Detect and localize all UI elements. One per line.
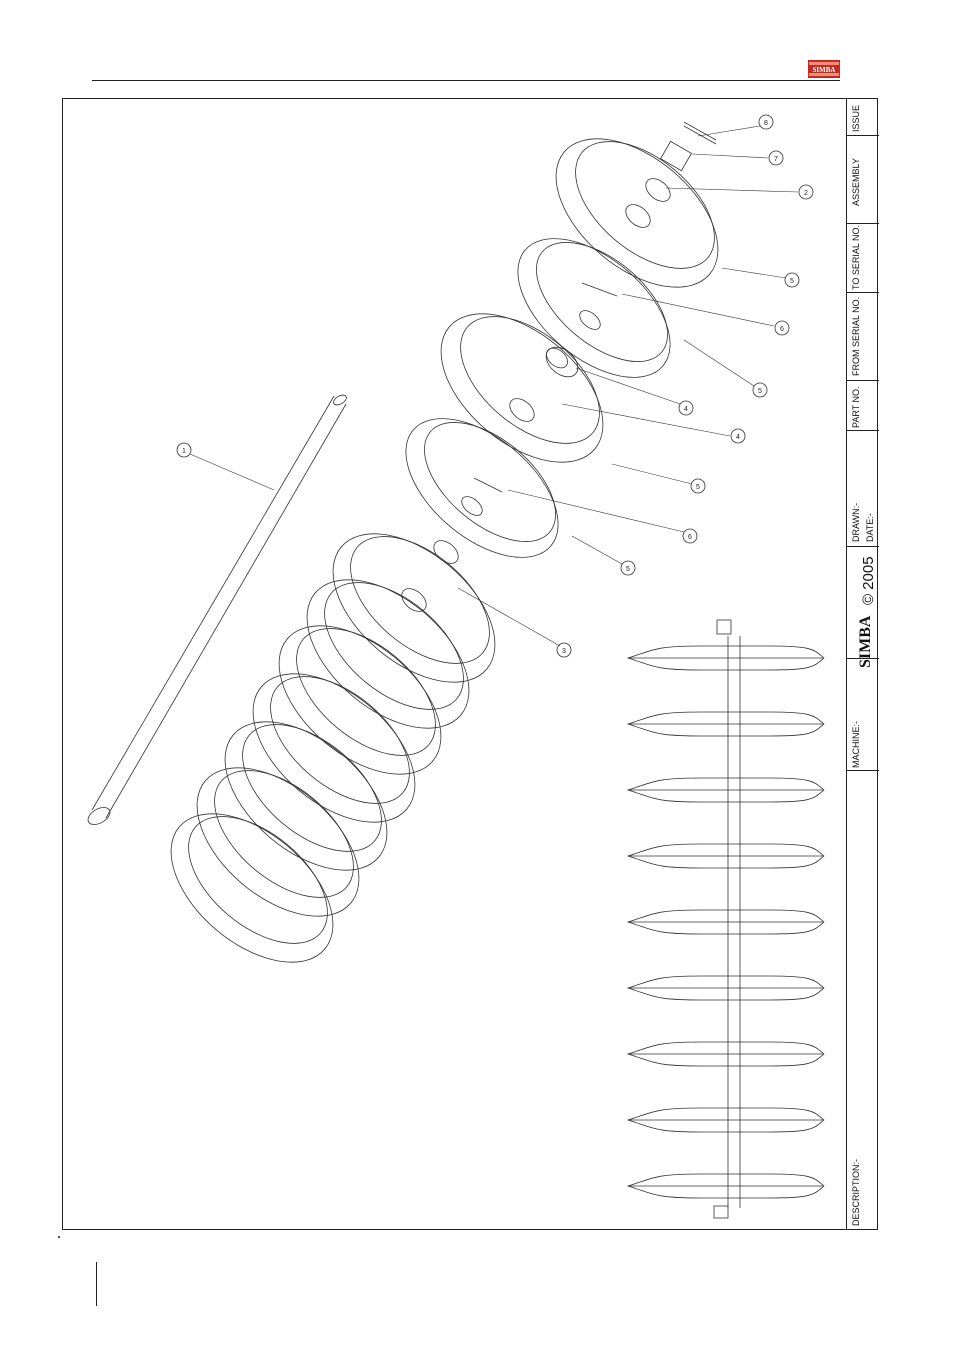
logo-text: SIMBA xyxy=(812,66,836,74)
callout-6a: 6 xyxy=(780,326,784,333)
issue-label: ISSUE xyxy=(851,104,861,132)
machine-label: MACHINE:- xyxy=(851,721,861,768)
middle-discs xyxy=(381,285,630,584)
simba-wordmark: SIMBA xyxy=(857,615,874,668)
callout-6b: 6 xyxy=(688,534,692,541)
header-rule xyxy=(92,80,840,81)
exploded-assembly-drawing xyxy=(62,98,846,1230)
callout-5d: 5 xyxy=(626,566,630,573)
callout-5c: 5 xyxy=(696,484,700,491)
upper-discs xyxy=(493,110,745,404)
date-label: DATE:- xyxy=(865,513,875,542)
from-serial-label: FROM SERIAL NO. xyxy=(851,296,861,376)
title-block xyxy=(846,98,878,1230)
part-no-label: PART NO. xyxy=(851,386,861,428)
callout-circles xyxy=(177,115,813,657)
margin-dot xyxy=(58,1236,60,1238)
callout-4b: 4 xyxy=(736,434,740,441)
callout-1: 1 xyxy=(182,448,186,455)
callout-7: 7 xyxy=(774,156,778,163)
copyright: © 2005 xyxy=(860,556,877,605)
callout-4a: 4 xyxy=(684,406,688,413)
callout-3: 3 xyxy=(562,648,566,655)
leader-lines xyxy=(190,126,798,646)
description-label: DESCRIPTION:- xyxy=(851,1158,861,1226)
simba-logo xyxy=(808,60,840,78)
side-view-assembly xyxy=(628,620,824,1218)
callout-8: 8 xyxy=(764,120,768,127)
shaft xyxy=(85,393,348,828)
to-serial-label: TO SERIAL NO. xyxy=(851,224,861,290)
margin-rule xyxy=(96,1262,97,1306)
callout-5a: 5 xyxy=(790,278,794,285)
callout-5b: 5 xyxy=(758,388,762,395)
drawn-label: DRAWN:- xyxy=(851,502,861,542)
ring-stack xyxy=(144,505,522,991)
callout-2: 2 xyxy=(804,190,808,197)
assembly-label: ASSEMBLY xyxy=(851,158,861,206)
